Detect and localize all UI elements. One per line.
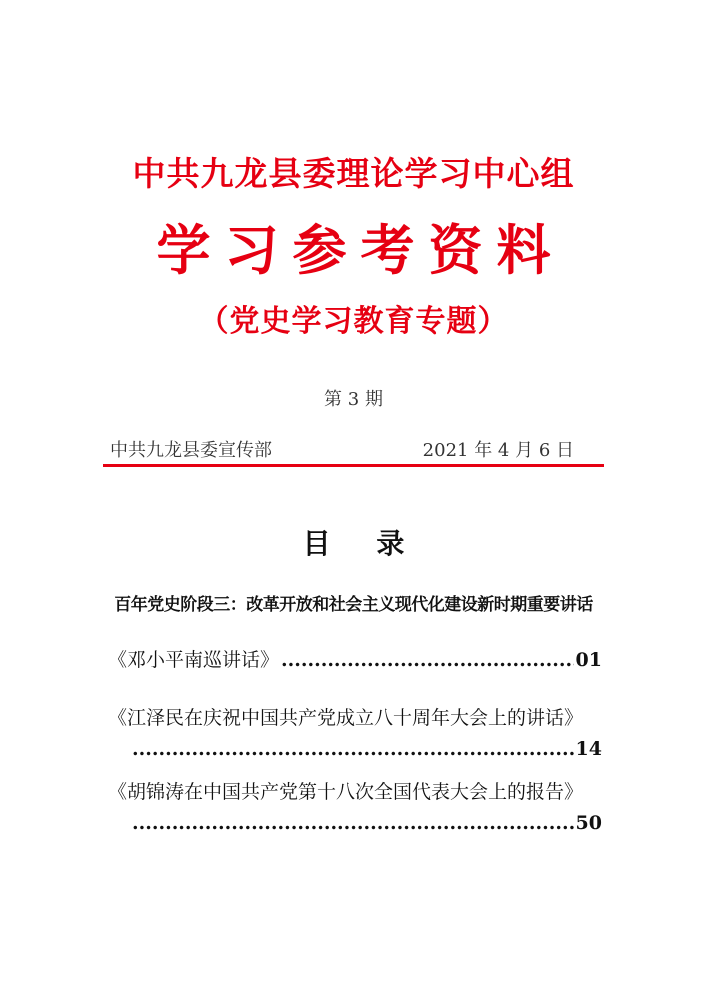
toc-entry[interactable] bbox=[108, 703, 602, 760]
toc-leader-dots bbox=[132, 738, 574, 760]
toc-entry-page: 14 bbox=[575, 738, 602, 760]
toc-entry-title: 《江泽民在庆祝中国共产党成立八十周年大会上的讲话》 bbox=[108, 707, 584, 729]
toc-entry[interactable] bbox=[108, 777, 602, 834]
toc-leader-dots bbox=[281, 649, 574, 671]
toc-entry-page: 01 bbox=[575, 649, 602, 671]
subtitle: （党史学习教育专题） bbox=[198, 304, 509, 339]
toc-leader-dots bbox=[132, 812, 574, 834]
org-title: 中共九龙县委理论学习中心组 bbox=[132, 154, 575, 193]
toc-entry[interactable] bbox=[108, 645, 602, 672]
toc-entry-title: 《胡锦涛在中国共产党第十八次全国代表大会上的报告》 bbox=[108, 781, 584, 803]
toc-entry-title: 《邓小平南巡讲话》 bbox=[108, 649, 280, 671]
header-divider bbox=[103, 464, 604, 467]
issuer-date-row bbox=[106, 436, 602, 462]
issuer-name: 中共九龙县委宣传部 bbox=[110, 440, 272, 461]
toc-entry-page: 50 bbox=[575, 812, 602, 834]
toc-heading: 目 录 bbox=[302, 527, 423, 560]
toc-section-heading: 百年党史阶段三：改革开放和社会主义现代化建设新时期重要讲话 bbox=[114, 595, 593, 615]
issue-date: 2021 年 4 月 6 日 bbox=[422, 440, 574, 461]
issue-number: 第 3 期 bbox=[324, 389, 383, 410]
main-title: 学习参考资料 bbox=[156, 218, 565, 282]
